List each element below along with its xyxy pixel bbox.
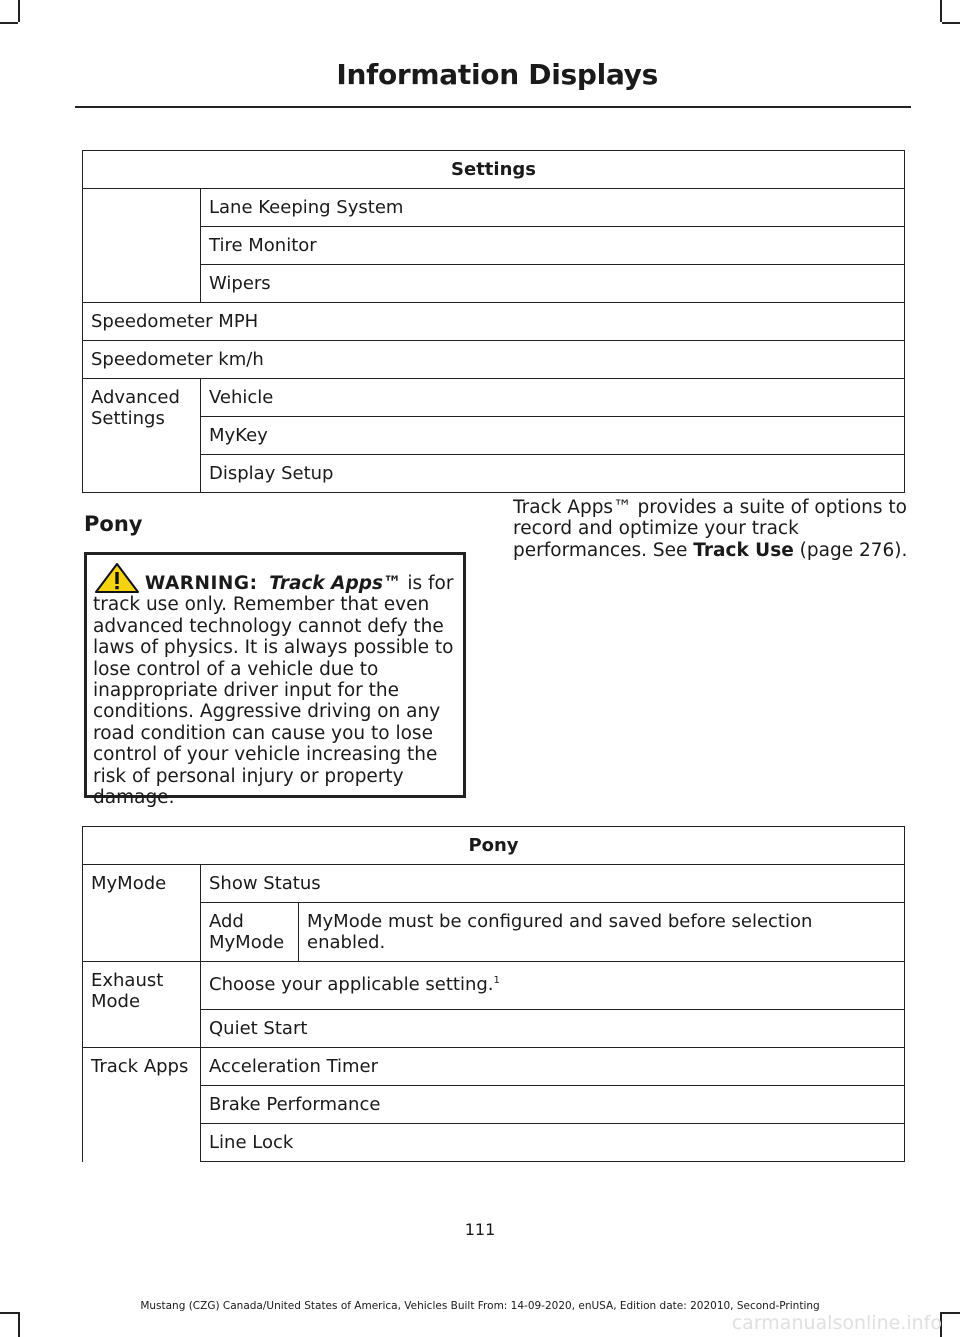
warning-label: WARNING: — [144, 573, 258, 594]
exhaust-choose: Choose your applicable setting. — [209, 974, 494, 995]
crop-mark — [18, 0, 20, 22]
exhaust-choose-cell — [201, 962, 905, 1010]
crop-mark — [942, 22, 960, 24]
footer-text: Mustang (CZG) Canada/United States of America, Vehicles Built From: 14-09-2020, enUSA, Edition date: 202010, Second-Printing — [140, 1300, 820, 1312]
header-divider — [75, 106, 911, 108]
track-use-link[interactable]: Track Use — [693, 539, 794, 561]
advanced-mykey: MyKey — [201, 417, 905, 455]
settings-tire-monitor: Tire Monitor — [201, 227, 905, 265]
crop-mark — [0, 1312, 18, 1314]
crop-mark — [18, 1312, 20, 1337]
warning-text: is for track use only. Remember that even advanced technology cannot defy the laws of physics. It is always possible to lose control of a vehicle due to inappropriate driver input for the conditions. Aggressive driving on any road condition can cause you to lose control of your vehicle increasing the risk of personal injury or property damage. — [93, 573, 454, 809]
warning-app-name: Track Apps™ — [269, 573, 402, 594]
pony-table — [82, 826, 905, 1162]
mymode-add-label: Add MyMode — [201, 903, 299, 962]
exhaust-quiet-start: Quiet Start — [201, 1010, 905, 1048]
settings-speedometer-kmh: Speedometer km/h — [83, 341, 905, 379]
advanced-vehicle: Vehicle — [201, 379, 905, 417]
settings-wipers: Wipers — [201, 265, 905, 303]
mymode-show-status: Show Status — [201, 865, 905, 903]
track-apps-text: Track Apps™ provides a suite of options to record and optimize your track performances. See — [513, 497, 907, 561]
settings-empty-cell — [83, 189, 201, 303]
settings-table — [82, 150, 905, 493]
track-line-lock: Line Lock — [201, 1124, 905, 1162]
section-title: Pony — [84, 512, 143, 536]
crop-mark — [942, 1312, 960, 1314]
advanced-display-setup: Display Setup — [201, 455, 905, 493]
watermark: carmanualsonline.info — [731, 1312, 942, 1334]
crop-mark — [940, 0, 942, 22]
exhaust-mode-label: Exhaust Mode — [83, 962, 201, 1048]
warning-box — [84, 552, 466, 809]
track-apps-paragraph — [513, 497, 913, 561]
track-apps-label: Track Apps — [83, 1048, 201, 1162]
settings-lane-keeping: Lane Keeping System — [201, 189, 905, 227]
footnote-marker: 1 — [493, 975, 500, 986]
crop-mark — [0, 22, 18, 24]
mymode-label: MyMode — [83, 865, 201, 962]
mymode-add-note: MyMode must be configured and saved before selection enabled. — [299, 903, 905, 962]
page-reference: (page 276). — [793, 539, 908, 561]
pony-table-heading: Pony — [83, 827, 905, 865]
settings-speedometer-mph: Speedometer MPH — [83, 303, 905, 341]
settings-table-heading: Settings — [83, 151, 905, 189]
track-brake-performance: Brake Performance — [201, 1086, 905, 1124]
advanced-settings-label: Advanced Settings — [83, 379, 201, 493]
page-title: Information Displays — [336, 58, 658, 91]
warning-icon — [95, 563, 139, 593]
page-number: 111 — [464, 1220, 496, 1239]
track-acceleration-timer: Acceleration Timer — [201, 1048, 905, 1086]
